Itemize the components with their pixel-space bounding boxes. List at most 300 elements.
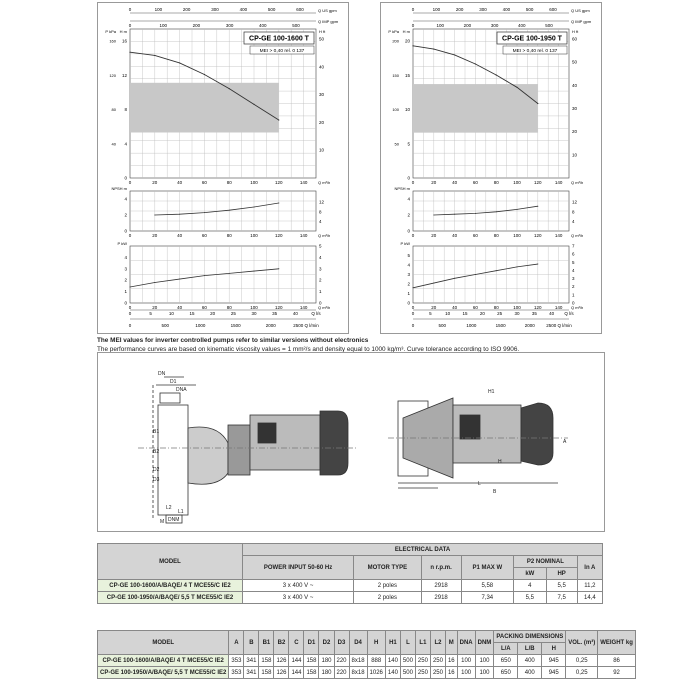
dimension-cell: 180 bbox=[319, 655, 334, 667]
dimension-cell: 126 bbox=[274, 655, 289, 667]
x-tick: 60 bbox=[472, 305, 478, 310]
x-tick: 40 bbox=[452, 180, 458, 185]
lmin-tick: 2500 Q l/min bbox=[546, 323, 572, 328]
weight-header: WEIGHT kg bbox=[598, 631, 636, 655]
npsh-point bbox=[433, 215, 434, 216]
dimension-cell: 158 bbox=[304, 667, 319, 679]
x-tick: 100 bbox=[513, 305, 521, 310]
ls-tick: 20 bbox=[210, 311, 216, 316]
dimension-cell: 400 bbox=[518, 655, 542, 667]
ls-tick: 35 bbox=[531, 311, 537, 316]
npsh-tick: 2 bbox=[407, 212, 410, 218]
dimension-cell: 158 bbox=[259, 667, 274, 679]
x-tick: 60 bbox=[201, 233, 207, 238]
ls-tick: 40 bbox=[292, 311, 298, 316]
head-tick: 16 bbox=[121, 38, 127, 44]
power-tick: 0 bbox=[124, 300, 127, 306]
power-hp-tick: 0 bbox=[572, 300, 575, 306]
model-title: CP-GE 100-1950 T bbox=[502, 35, 562, 43]
x-tick: 140 bbox=[554, 180, 563, 185]
ls-tick: 15 bbox=[462, 311, 468, 316]
dim-col-header: L2 bbox=[430, 631, 445, 655]
chart-svg-1950 bbox=[381, 3, 601, 333]
x-tick: 60 bbox=[201, 305, 207, 310]
ls-tick: 40 bbox=[549, 311, 555, 316]
dimension-cell: 8x18 bbox=[349, 655, 367, 667]
dimension-label: H1 bbox=[488, 389, 495, 395]
power-point bbox=[278, 268, 279, 269]
power-hp-tick: 3 bbox=[572, 276, 575, 282]
x-tick: 0 bbox=[411, 180, 415, 185]
power-point bbox=[204, 275, 205, 276]
power-point bbox=[517, 266, 518, 267]
x-tick: 20 bbox=[431, 233, 437, 238]
power-input-header: POWER INPUT 50-60 Hz bbox=[243, 556, 354, 580]
electrical-cell: 5,58 bbox=[461, 580, 514, 592]
power-point bbox=[433, 283, 434, 284]
npsh-tick: 4 bbox=[124, 196, 127, 202]
power-point bbox=[454, 278, 455, 279]
top-imp-tick: 300 bbox=[225, 23, 234, 28]
top-us-tick: 200 bbox=[455, 7, 464, 12]
power-point bbox=[475, 274, 476, 275]
power-point bbox=[254, 271, 255, 272]
top-us-tick: 400 bbox=[502, 7, 511, 12]
head-ft-tick: 10 bbox=[319, 147, 325, 153]
head-point bbox=[129, 52, 130, 53]
packing-header: PACKING DIMENSIONS bbox=[494, 631, 566, 643]
power-point bbox=[496, 270, 497, 271]
x-tick: 20 bbox=[152, 305, 158, 310]
curve-note: The performance curves are based on kinematic viscosity values = 1 mm²/s and density equal to 1000 kg/m³. Curve tolerance according to ISO 9906. bbox=[97, 346, 520, 353]
packing-col-header: H bbox=[542, 643, 566, 655]
head-kpa-tick: 160 bbox=[109, 38, 116, 44]
dimension-cell: 400 bbox=[518, 667, 542, 679]
dimension-cell: 100 bbox=[475, 667, 494, 679]
head-point bbox=[154, 55, 155, 56]
dim-col-header: H1 bbox=[385, 631, 400, 655]
dimension-label: B bbox=[493, 489, 497, 495]
top-imp-tick: 400 bbox=[518, 23, 526, 28]
dimension-cell: 500 bbox=[400, 655, 415, 667]
npsh-point bbox=[454, 214, 455, 215]
dimension-row bbox=[98, 667, 636, 679]
x-tick: 80 bbox=[493, 233, 499, 238]
head-point bbox=[278, 119, 279, 120]
x-tick: 100 bbox=[250, 180, 258, 185]
top-us-tick: 0 bbox=[411, 7, 415, 12]
dim-col-header: DNA bbox=[457, 631, 475, 655]
x-tick: 60 bbox=[201, 180, 207, 185]
electrical-cell: 2918 bbox=[421, 580, 461, 592]
packing-col-header: L/B bbox=[518, 643, 542, 655]
top-imp-tick: 500 bbox=[292, 23, 300, 28]
head-point bbox=[433, 48, 434, 49]
x-tick: 140 bbox=[299, 180, 308, 185]
dimension-cell: 220 bbox=[334, 667, 349, 679]
mce-converter bbox=[320, 411, 348, 475]
head-kpa-tick: 40 bbox=[111, 141, 116, 147]
electrical-cell: 2918 bbox=[421, 592, 461, 604]
top-imp-tick: 0 bbox=[411, 23, 415, 28]
dimension-drawing bbox=[97, 352, 605, 532]
head-tick: 0 bbox=[407, 175, 410, 181]
npsh-label: NPSH m bbox=[111, 186, 127, 191]
x-axis-label: Q m³/h bbox=[571, 305, 584, 310]
power-point bbox=[130, 287, 131, 288]
lmin-tick: 1500 bbox=[230, 323, 241, 328]
lmin-tick: 1000 bbox=[195, 323, 206, 328]
x-tick: 100 bbox=[513, 180, 521, 185]
x-tick: 100 bbox=[250, 233, 258, 238]
dimension-cell: 92 bbox=[598, 667, 636, 679]
dim-col-header: DNM bbox=[475, 631, 494, 655]
top-us-tick: 100 bbox=[154, 7, 163, 12]
head-point bbox=[537, 103, 538, 104]
x-tick: 120 bbox=[534, 180, 542, 185]
dimension-cell: 144 bbox=[289, 655, 304, 667]
model-title: CP-GE 100-1600 T bbox=[249, 35, 309, 43]
rpm-header: n r.p.m. bbox=[421, 556, 461, 580]
npsh-tick: 0 bbox=[407, 228, 410, 234]
head-kpa-tick: 80 bbox=[111, 107, 116, 112]
head-ft-tick: 40 bbox=[319, 64, 325, 70]
power-hp-tick: 4 bbox=[319, 254, 322, 260]
dimension-label: DNA bbox=[176, 387, 187, 393]
electrical-cell: 11,2 bbox=[577, 580, 602, 592]
dimension-cell: 126 bbox=[274, 667, 289, 679]
top-imp-tick: 100 bbox=[436, 23, 444, 28]
dim-col-header: D1 bbox=[304, 631, 319, 655]
in-header: In A bbox=[577, 556, 602, 580]
electrical-cell: 3 x 400 V ~ bbox=[243, 580, 354, 592]
dim-col-header: B1 bbox=[259, 631, 274, 655]
ls-tick: 10 bbox=[168, 311, 174, 316]
dimension-cell: 650 bbox=[494, 655, 518, 667]
x-axis-label: Q m³/h bbox=[318, 305, 331, 310]
dimension-cell: 16 bbox=[445, 667, 457, 679]
top-imp-tick: 400 bbox=[259, 23, 267, 28]
ls-tick: 30 bbox=[514, 311, 520, 316]
head-kpa-tick: 150 bbox=[392, 72, 399, 78]
top-us-tick: 500 bbox=[525, 7, 534, 12]
dimension-cell: 945 bbox=[542, 655, 566, 667]
head-kpa-tick: 50 bbox=[394, 141, 399, 147]
ls-tick: Q l/s bbox=[564, 311, 574, 316]
dimension-cell: 220 bbox=[334, 655, 349, 667]
top-us-tick: 100 bbox=[432, 7, 441, 12]
power-hp-tick: 2 bbox=[572, 284, 575, 290]
top-imp-tick: 200 bbox=[192, 23, 201, 28]
x-tick: 80 bbox=[226, 180, 232, 185]
power-label: P kW bbox=[117, 241, 127, 246]
power-point bbox=[229, 273, 230, 274]
npsh-point bbox=[278, 203, 279, 204]
dimension-cell: 140 bbox=[385, 667, 400, 679]
model-cell: CP-GE 100-1600/A/BAQE/ 4 T MCE55/C IE2 bbox=[98, 580, 243, 592]
power-tick: 2 bbox=[124, 277, 127, 283]
pump-body bbox=[158, 405, 188, 515]
dim-model-header: MODEL bbox=[98, 631, 229, 655]
top-us-tick: 600 bbox=[549, 7, 557, 12]
x-tick: 20 bbox=[431, 180, 437, 185]
power-hp-tick: 5 bbox=[319, 243, 322, 249]
x-tick: 120 bbox=[275, 233, 283, 238]
head-ft-tick: 50 bbox=[319, 36, 325, 42]
top-converter bbox=[521, 403, 553, 465]
x-tick: 140 bbox=[299, 305, 308, 310]
x-tick: 20 bbox=[152, 233, 158, 238]
npsh-ft-tick: 8 bbox=[572, 209, 575, 215]
hp-header: HP bbox=[546, 568, 577, 580]
head-ft-tick: 50 bbox=[572, 59, 578, 65]
dimension-cell: 16 bbox=[445, 655, 457, 667]
performance-chart-1600 bbox=[97, 2, 349, 334]
head-kpa-label: P kPa bbox=[388, 29, 399, 34]
model-cell: CP-GE 100-1950/A/BAQE/ 5,5 T MCE55/C IE2 bbox=[98, 667, 229, 679]
power-hp-tick: 7 bbox=[572, 243, 575, 249]
dimension-cell: 353 bbox=[229, 655, 244, 667]
dimension-cell: 945 bbox=[542, 667, 566, 679]
head-point bbox=[253, 104, 254, 105]
top-imp-label: Q IMP gpm bbox=[571, 19, 592, 24]
ls-tick: 5 bbox=[429, 311, 432, 316]
top-us-tick: 300 bbox=[479, 7, 487, 12]
head-kpa-label: P kPa bbox=[105, 29, 116, 34]
head-ft-tick: 20 bbox=[319, 119, 325, 125]
top-us-tick: 300 bbox=[211, 7, 219, 12]
dimension-cell: 500 bbox=[400, 667, 415, 679]
lmin-tick: 500 bbox=[161, 323, 169, 328]
pump-volute bbox=[188, 427, 228, 484]
npsh-ft-tick: 12 bbox=[572, 199, 578, 205]
dimension-cell: 650 bbox=[494, 667, 518, 679]
dimension-cell: 144 bbox=[289, 667, 304, 679]
dim-col-header: D3 bbox=[334, 631, 349, 655]
operating-band bbox=[413, 84, 538, 133]
top-us-tick: 600 bbox=[296, 7, 304, 12]
head-kpa-tick: 120 bbox=[109, 72, 116, 78]
x-axis-label: Q m³/h bbox=[318, 180, 331, 185]
npsh-tick: 0 bbox=[124, 228, 127, 234]
dimension-cell: 140 bbox=[385, 655, 400, 667]
motor-terminal bbox=[258, 423, 276, 443]
power-hp-tick: 1 bbox=[572, 292, 575, 298]
dim-col-header: A bbox=[229, 631, 244, 655]
x-tick: 20 bbox=[431, 305, 437, 310]
x-tick: 120 bbox=[534, 233, 542, 238]
power-tick: 0 bbox=[407, 300, 410, 306]
dimension-label: H bbox=[498, 459, 502, 465]
head-point bbox=[475, 63, 476, 64]
head-ft-tick: 30 bbox=[319, 92, 325, 98]
operating-band bbox=[130, 83, 279, 133]
power-hp-tick: 1 bbox=[319, 289, 322, 295]
power-tick: 1 bbox=[124, 289, 127, 295]
head-point bbox=[179, 62, 180, 63]
power-tick: 2 bbox=[407, 281, 410, 287]
dimension-label: A bbox=[563, 439, 567, 445]
dimension-cell: 1026 bbox=[367, 667, 385, 679]
performance-chart-1950 bbox=[380, 2, 602, 334]
power-label: P kW bbox=[400, 241, 410, 246]
chart-svg-1600 bbox=[98, 3, 348, 333]
dim-col-header: D4 bbox=[349, 631, 367, 655]
el-model-header: MODEL bbox=[98, 544, 243, 580]
power-hp-tick: 5 bbox=[572, 259, 575, 265]
x-tick: 40 bbox=[177, 305, 183, 310]
drawing-svg bbox=[98, 353, 604, 531]
head-ft-tick: 20 bbox=[572, 129, 578, 135]
dimension-cell: 100 bbox=[457, 667, 475, 679]
ls-tick: 0 bbox=[411, 311, 415, 316]
mei-note: The MEI values for inverter controlled pumps refer to similar versions without electronics bbox=[97, 337, 369, 344]
power-hp-tick: 3 bbox=[319, 266, 322, 272]
npsh-point bbox=[517, 209, 518, 210]
coupling-housing bbox=[228, 425, 250, 475]
dimension-cell: 341 bbox=[244, 667, 259, 679]
head-ft-tick: 10 bbox=[572, 152, 578, 158]
head-ft-tick: 40 bbox=[572, 82, 578, 88]
head-kpa-tick: 200 bbox=[392, 38, 399, 44]
npsh-point bbox=[254, 207, 255, 208]
head-tick: 5 bbox=[407, 141, 410, 147]
electrical-cell: 3 x 400 V ~ bbox=[243, 592, 354, 604]
power-hp-tick: 6 bbox=[572, 251, 575, 257]
x-tick: 0 bbox=[128, 233, 132, 238]
dimension-label: L2 bbox=[166, 505, 172, 511]
dim-col-header: M bbox=[445, 631, 457, 655]
top-us-label: Q US gpm bbox=[318, 8, 337, 13]
x-tick: 20 bbox=[152, 180, 158, 185]
electrical-cell: 2 poles bbox=[354, 592, 422, 604]
electrical-cell: 7,5 bbox=[546, 592, 577, 604]
head-tick: 4 bbox=[124, 141, 127, 147]
head-ft-label: H ft bbox=[319, 29, 326, 34]
ls-tick: 30 bbox=[251, 311, 257, 316]
x-tick: 80 bbox=[493, 180, 499, 185]
ls-tick: 5 bbox=[149, 311, 152, 316]
dimension-cell: 250 bbox=[430, 667, 445, 679]
power-point bbox=[537, 264, 538, 265]
dimension-label: B2 bbox=[153, 449, 160, 455]
ls-tick: 25 bbox=[230, 311, 236, 316]
electrical-row bbox=[98, 592, 603, 604]
flange-top bbox=[160, 393, 180, 403]
head-ylabel: H m bbox=[119, 29, 127, 34]
dimension-cell: 86 bbox=[598, 655, 636, 667]
x-tick: 100 bbox=[250, 305, 258, 310]
dimension-label: L1 bbox=[178, 509, 184, 515]
dimension-cell: 888 bbox=[367, 655, 385, 667]
power-point bbox=[154, 282, 155, 283]
dim-col-header: L bbox=[400, 631, 415, 655]
npsh-point bbox=[229, 210, 230, 211]
head-point bbox=[516, 87, 517, 88]
top-us-tick: 200 bbox=[182, 7, 191, 12]
x-axis-label: Q m³/h bbox=[571, 180, 584, 185]
dimension-label: B1 bbox=[153, 429, 160, 435]
head-ft-tick: 60 bbox=[572, 36, 578, 42]
dimension-cell: 250 bbox=[415, 655, 430, 667]
x-tick: 40 bbox=[177, 180, 183, 185]
lmin-tick: 1000 bbox=[466, 323, 477, 328]
head-ft-tick: 30 bbox=[572, 106, 578, 111]
npsh-point bbox=[204, 212, 205, 213]
electrical-row bbox=[98, 580, 603, 592]
head-point bbox=[412, 45, 413, 46]
x-tick: 0 bbox=[411, 233, 415, 238]
power-tick: 3 bbox=[407, 272, 410, 277]
top-us-tick: 400 bbox=[239, 7, 248, 12]
npsh-point bbox=[179, 214, 180, 215]
lmin-tick: 2000 bbox=[524, 323, 535, 328]
dimension-label: D3 bbox=[153, 477, 160, 483]
power-point bbox=[179, 279, 180, 280]
power-tick: 4 bbox=[407, 262, 410, 268]
head-tick: 15 bbox=[404, 72, 410, 78]
power-tick: 4 bbox=[124, 254, 127, 260]
top-imp-tick: 500 bbox=[545, 23, 553, 28]
dimension-label: D2 bbox=[153, 467, 160, 473]
lmin-tick: 500 bbox=[438, 323, 446, 328]
x-tick: 60 bbox=[472, 180, 478, 185]
x-tick: 100 bbox=[513, 233, 521, 238]
head-tick: 12 bbox=[121, 72, 127, 78]
dim-col-header: D2 bbox=[319, 631, 334, 655]
electrical-cell: 4 bbox=[514, 580, 547, 592]
model-cell: CP-GE 100-1950/A/BAQE/ 5,5 T MCE55/C IE2 bbox=[98, 592, 243, 604]
dimension-cell: 100 bbox=[475, 655, 494, 667]
npsh-tick: 2 bbox=[124, 212, 127, 218]
head-ft-label: H ft bbox=[572, 29, 579, 34]
lmin-tick: 2000 bbox=[265, 323, 276, 328]
head-point bbox=[204, 74, 205, 75]
electrical-cell: 7,34 bbox=[461, 592, 514, 604]
x-tick: 80 bbox=[493, 305, 499, 310]
model-cell: CP-GE 100-1600/A/BAQE/ 4 T MCE55/C IE2 bbox=[98, 655, 229, 667]
electrical-cell: 14,4 bbox=[577, 592, 602, 604]
lmin-tick: 0 bbox=[411, 323, 415, 328]
head-tick: 8 bbox=[124, 107, 127, 112]
npsh-ft-tick: 4 bbox=[319, 218, 322, 224]
npsh-label: NPSH m bbox=[394, 186, 410, 191]
dimension-cell: 158 bbox=[259, 655, 274, 667]
top-imp-tick: 200 bbox=[463, 23, 472, 28]
x-tick: 120 bbox=[275, 180, 283, 185]
dimension-cell: 250 bbox=[430, 655, 445, 667]
dimension-cell: 158 bbox=[304, 655, 319, 667]
electrical-cell: 5,5 bbox=[546, 580, 577, 592]
dim-col-header: C bbox=[289, 631, 304, 655]
x-tick: 120 bbox=[275, 305, 283, 310]
electrical-cell: 5,5 bbox=[514, 592, 547, 604]
power-hp-tick: 4 bbox=[572, 267, 575, 273]
head-tick: 20 bbox=[404, 38, 410, 44]
p1-header: P1 MAX W bbox=[461, 556, 514, 580]
dimensions-table bbox=[97, 630, 636, 679]
lmin-tick: 1500 bbox=[495, 323, 506, 328]
electrical-table bbox=[97, 543, 603, 604]
x-axis-label: Q m³/h bbox=[571, 233, 584, 238]
electrical-group-header: ELECTRICAL DATA bbox=[243, 544, 603, 556]
top-imp-label: Q IMP gpm bbox=[318, 19, 339, 24]
ls-tick: 35 bbox=[272, 311, 278, 316]
top-us-label: Q US gpm bbox=[571, 8, 590, 13]
power-tick: 1 bbox=[407, 291, 410, 296]
npsh-point bbox=[537, 206, 538, 207]
vol-header: VOL. (m³) bbox=[566, 631, 598, 655]
